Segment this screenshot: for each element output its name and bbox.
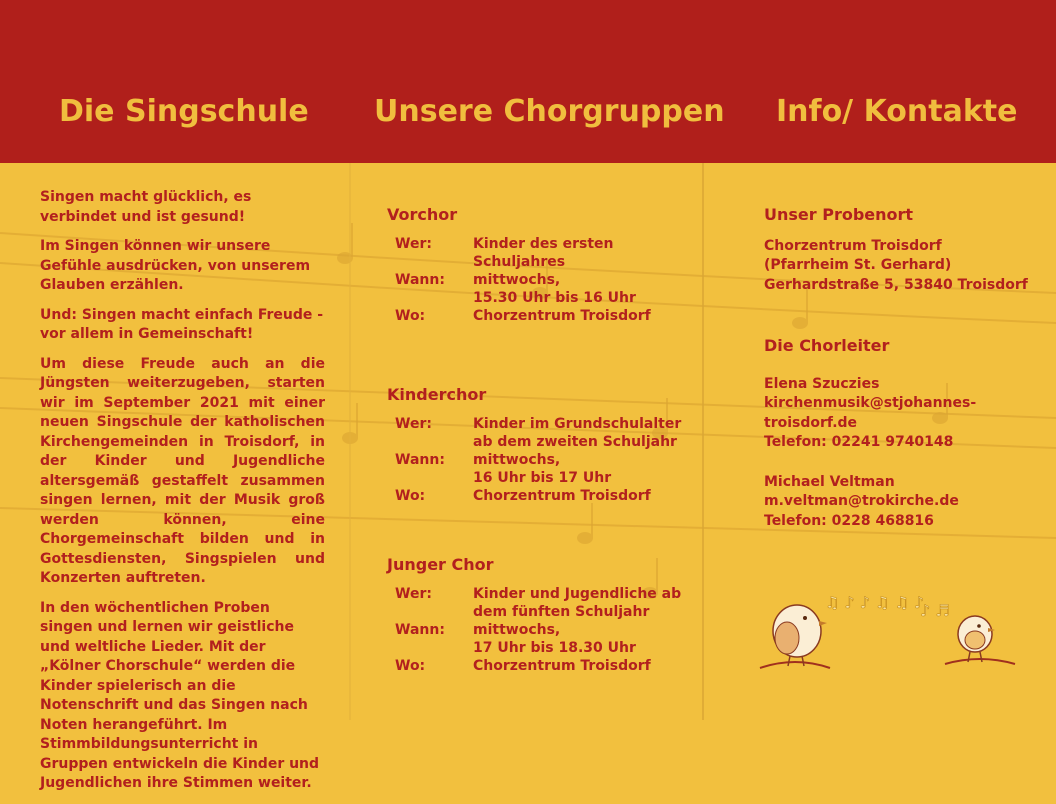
- value-where: Chorzentrum Troisdorf: [473, 658, 651, 674]
- singing-birds-illustration: [755, 576, 1025, 686]
- address-line: Gerhardstraße 5, 53840 Troisdorf: [764, 276, 1028, 293]
- label-where: Wo:: [395, 658, 426, 674]
- label-when: Wann:: [395, 452, 445, 468]
- value-who: Kinder des ersten Schuljahres: [473, 236, 614, 270]
- group-name: Junger Chor: [387, 555, 494, 574]
- group-row-time: [387, 639, 687, 657]
- address-line: Chorzentrum Troisdorf: [764, 237, 942, 254]
- singschule-paragraph: Singen macht glücklich, es verbindet und ist gesund!: [40, 189, 252, 225]
- probenort-title: Unser Probenort: [764, 205, 914, 224]
- bird-left-icon: [760, 605, 830, 668]
- label-who: Wer:: [395, 416, 432, 432]
- leader-email[interactable]: kirchenmusik@stjohannes-troisdorf.de: [764, 395, 977, 431]
- value-who: Kinder und Jugendliche ab dem fünften Schuljahr: [473, 586, 682, 620]
- title-singschule: Die Singschule: [59, 94, 309, 129]
- group-row-time: [387, 289, 687, 307]
- group-row-who: [387, 585, 687, 621]
- label-when: Wann:: [395, 622, 445, 638]
- probenort-section: [764, 205, 1044, 295]
- group-vorchor: [387, 205, 687, 325]
- singschule-paragraph: Um diese Freude auch an die Jüngsten weiterzugeben, starten wir im September 2021 mit einer neuen Singschule der katholischen Kirchengemeinden in Troisdorf, in der Kinder und Jugendliche altersgemäß gestaffelt zusammen singen lernen, mit der Musik groß werden können, eine Chorgemeinschaft bilden und in Gottesdiensten, Singspielen und Konzerten auftreten.: [40, 355, 325, 586]
- value-when-day: mittwochs,: [473, 272, 561, 288]
- leader-name: Elena Szuczies: [764, 375, 880, 392]
- svg-text:♪ ♬: ♪ ♬: [920, 601, 950, 620]
- leader-phone: Telefon: 0228 468816: [764, 512, 934, 529]
- label-where: Wo:: [395, 488, 426, 504]
- value-where: Chorzentrum Troisdorf: [473, 488, 651, 504]
- label-who: Wer:: [395, 236, 432, 252]
- group-kinderchor: [387, 385, 687, 505]
- singschule-paragraph: Im Singen können wir unsere Gefühle ausdrücken, von unserem Glauben erzählen.: [40, 238, 311, 293]
- value-when-day: mittwochs,: [473, 452, 561, 468]
- value-when-day: mittwochs,: [473, 622, 561, 638]
- group-row-where: [387, 657, 687, 675]
- leader-email[interactable]: m.veltman@trokirche.de: [764, 493, 959, 509]
- label-who: Wer:: [395, 586, 432, 602]
- group-row-who: [387, 415, 687, 451]
- group-name: Vorchor: [387, 205, 458, 224]
- label-when: Wann:: [395, 272, 445, 288]
- svg-text:♫ ♪ ♪ ♫ ♫ ♪: ♫ ♪ ♪ ♫ ♫ ♪: [825, 593, 925, 612]
- chorleiter-title: Die Chorleiter: [764, 336, 890, 355]
- value-when-time: 16 Uhr bis 17 Uhr: [473, 470, 612, 486]
- title-kontakte: Info/ Kontakte: [776, 94, 1018, 129]
- group-row-where: [387, 307, 687, 325]
- group-row-who: [387, 235, 687, 271]
- leader-phone: Telefon: 02241 9740148: [764, 434, 954, 450]
- value-where: Chorzentrum Troisdorf: [473, 308, 651, 324]
- value-when-time: 17 Uhr bis 18.30 Uhr: [473, 640, 636, 656]
- singschule-paragraph: Und: Singen macht einfach Freude - vor allem in Gemeinschaft!: [40, 306, 324, 342]
- group-row-when: [387, 621, 687, 639]
- header-band: [0, 0, 1056, 163]
- value-who: Kinder im Grundschulalter ab dem zweiten Schuljahr: [473, 416, 682, 450]
- group-row-where: [387, 487, 687, 505]
- singschule-paragraph: In den wöchentlichen Proben singen und lernen wir geistliche und weltliche Lieder. Mit der „Kölner Chorschule“ werden die Kinder spielerisch an die Notenschrift und das Singen nach Noten herangeführt. Im Stimmbildungsunterricht in Gruppen entwickeln die Kinder und Jugendlichen ihre Stimmen weiter.: [40, 599, 320, 791]
- leader-name: Michael Veltman: [764, 473, 895, 490]
- group-name: Kinderchor: [387, 385, 487, 404]
- address-line: (Pfarrheim St. Gerhard): [764, 257, 952, 273]
- group-junger-chor: [387, 555, 687, 675]
- chorleiter-section: [764, 336, 1044, 531]
- title-chorgruppen: Unsere Chorgruppen: [374, 94, 725, 129]
- bird-right-icon: [945, 616, 1015, 664]
- label-where: Wo:: [395, 308, 426, 324]
- value-when-time: 15.30 Uhr bis 16 Uhr: [473, 290, 636, 306]
- group-row-time: [387, 469, 687, 487]
- group-row-when: [387, 271, 687, 289]
- singschule-text: [40, 188, 325, 804]
- group-row-when: [387, 451, 687, 469]
